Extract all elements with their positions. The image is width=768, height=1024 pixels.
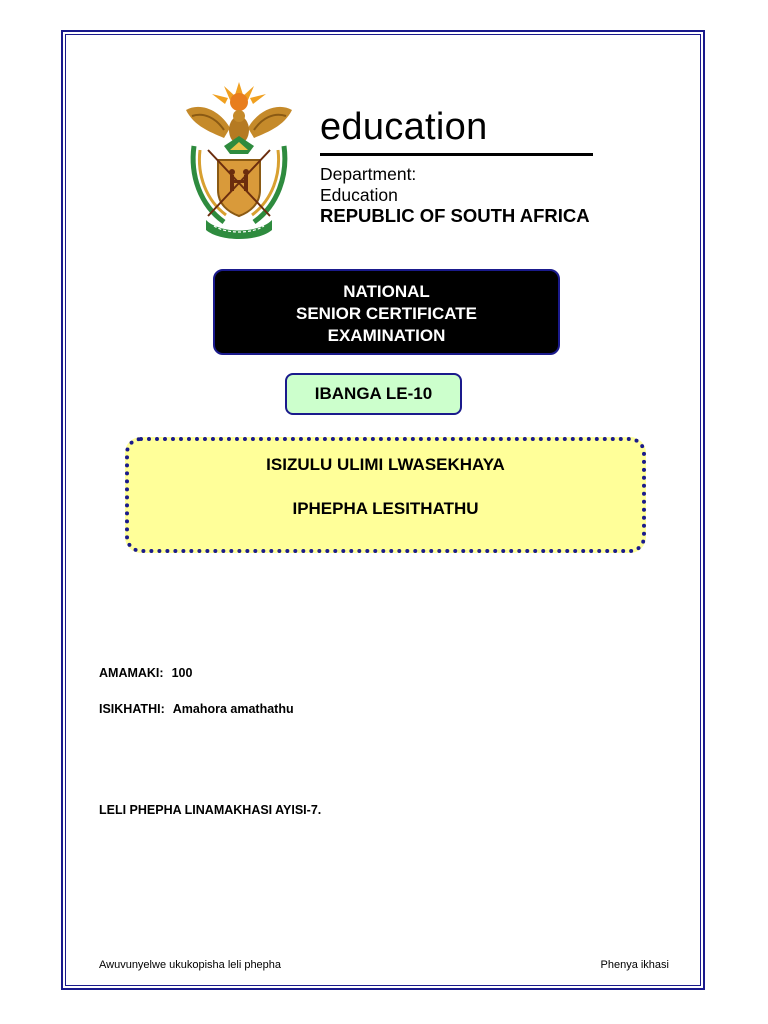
- logo-underline-rule: [320, 153, 593, 156]
- time-label: ISIKHATHI:: [99, 702, 165, 716]
- marks-line: [99, 666, 192, 680]
- south-africa-coat-of-arms-icon: [180, 80, 298, 240]
- department-label: Department:: [320, 164, 417, 184]
- copyright-notice: Awuvunyelwe ukukopisha leli phepha: [99, 959, 282, 971]
- exam-title-line3: EXAMINATION: [327, 326, 446, 345]
- country-name: REPUBLIC OF SOUTH AFRICA: [320, 205, 590, 226]
- marks-label: AMAMAKI:: [99, 666, 164, 680]
- subject-box: [125, 437, 646, 553]
- paper-number: IPHEPHA LESITHATHU: [292, 499, 479, 518]
- exam-title-box: [213, 269, 560, 355]
- grade-badge: IBANGA LE-10: [285, 373, 462, 415]
- marks-value: 100: [171, 666, 193, 680]
- exam-title-line1: NATIONAL: [343, 282, 430, 301]
- department-name: Education: [320, 185, 398, 205]
- pages-note: LELI PHEPHA LINAMAKHASI AYISI-7.: [99, 803, 322, 817]
- turn-page-note: Phenya ikhasi: [600, 959, 669, 971]
- education-logo-wordmark: education: [320, 106, 488, 148]
- time-line: [99, 702, 294, 716]
- time-value: Amahora amathathu: [172, 702, 294, 716]
- subject-name: ISIZULU ULIMI LWASEKHAYA: [266, 455, 505, 474]
- exam-title-line2: SENIOR CERTIFICATE: [295, 304, 478, 323]
